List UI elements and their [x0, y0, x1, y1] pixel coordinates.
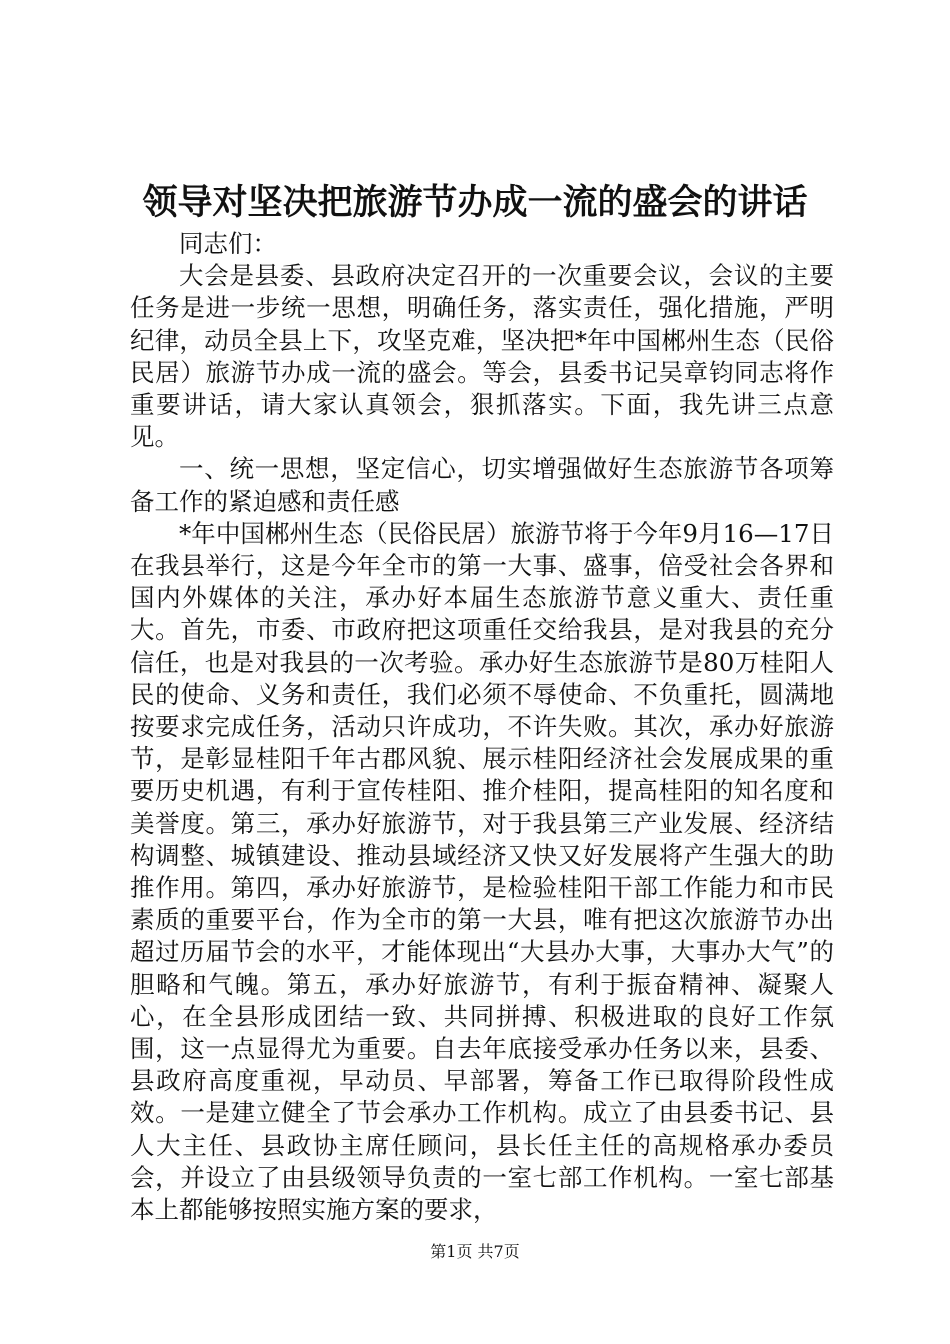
salutation: 同志们：: [179, 229, 277, 258]
document-title: 领导对坚决把旅游节办成一流的盛会的讲话: [142, 182, 808, 223]
page-footer: 第1页 共7页: [430, 1242, 520, 1261]
document-body: [130, 228, 834, 1226]
paragraph-main: *年中国郴州生态（民俗民居）旅游节将于今年9月16—17日在我县举行，这是今年全市的第一大事、盛事，倍受社会各界和国内外媒体的关注，承办好本届生态旅游节意义重大、责任重大。首先，市委、市政府把这项重任交给我县，是对我县的充分信任，也是对我县的一次考验。承办好生态旅游节是80万桂阳人民的使命、义务和责任，我们必须不辱使命、不负重托，圆满地按要求完成任务，活动只许成功，不许失败。其次，承办好旅游节，是彰显桂阳千年古郡风貌、展示桂阳经济社会发展成果的重要历史机遇，有利于宣传桂阳、推介桂阳，提高桂阳的知名度和美誉度。第三，承办好旅游节，对于我县第三产业发展、经济结构调整、城镇建设、推动县域经济又快又好发展将产生强大的助推作用。第四，承办好旅游节，是检验桂阳干部工作能力和市民素质的重要平台，作为全市的第一大县，唯有把这次旅游节办出超过历届节会的水平，才能体现出“大县办大事，大事办大气”的胆略和气魄。第五，承办好旅游节，有利于振奋精神、凝聚人心，在全县形成团结一致、共同拼搏、积极进取的良好工作氛围，这一点显得尤为重要。自去年底接受承办任务以来，县委、县政府高度重视，早动员、早部署，筹备工作已取得阶段性成效。一是建立健全了节会承办工作机构。成立了由县委书记、县人大主任、县政协主席任顾问，县长任主任的高规格承办委员会，并设立了由县级领导负责的一室七部工作机构。一室七部基本上都能够按照实施方案的要求，: [130, 518, 834, 1225]
paragraph-section-heading: 一、统一思想，坚定信心，切实增强做好生态旅游节各项筹备工作的紧迫感和责任感: [130, 454, 834, 516]
paragraph-intro: 大会是县委、县政府决定召开的一次重要会议，会议的主要任务是进一步统一思想，明确任务，落实责任，强化措施，严明纪律，动员全县上下，攻坚克难，坚决把*年中国郴州生态（民俗民居）旅游节办成一流的盛会。等会，县委书记吴章钧同志将作重要讲话，请大家认真领会，狠抓落实。下面，我先讲三点意见。: [130, 261, 834, 452]
